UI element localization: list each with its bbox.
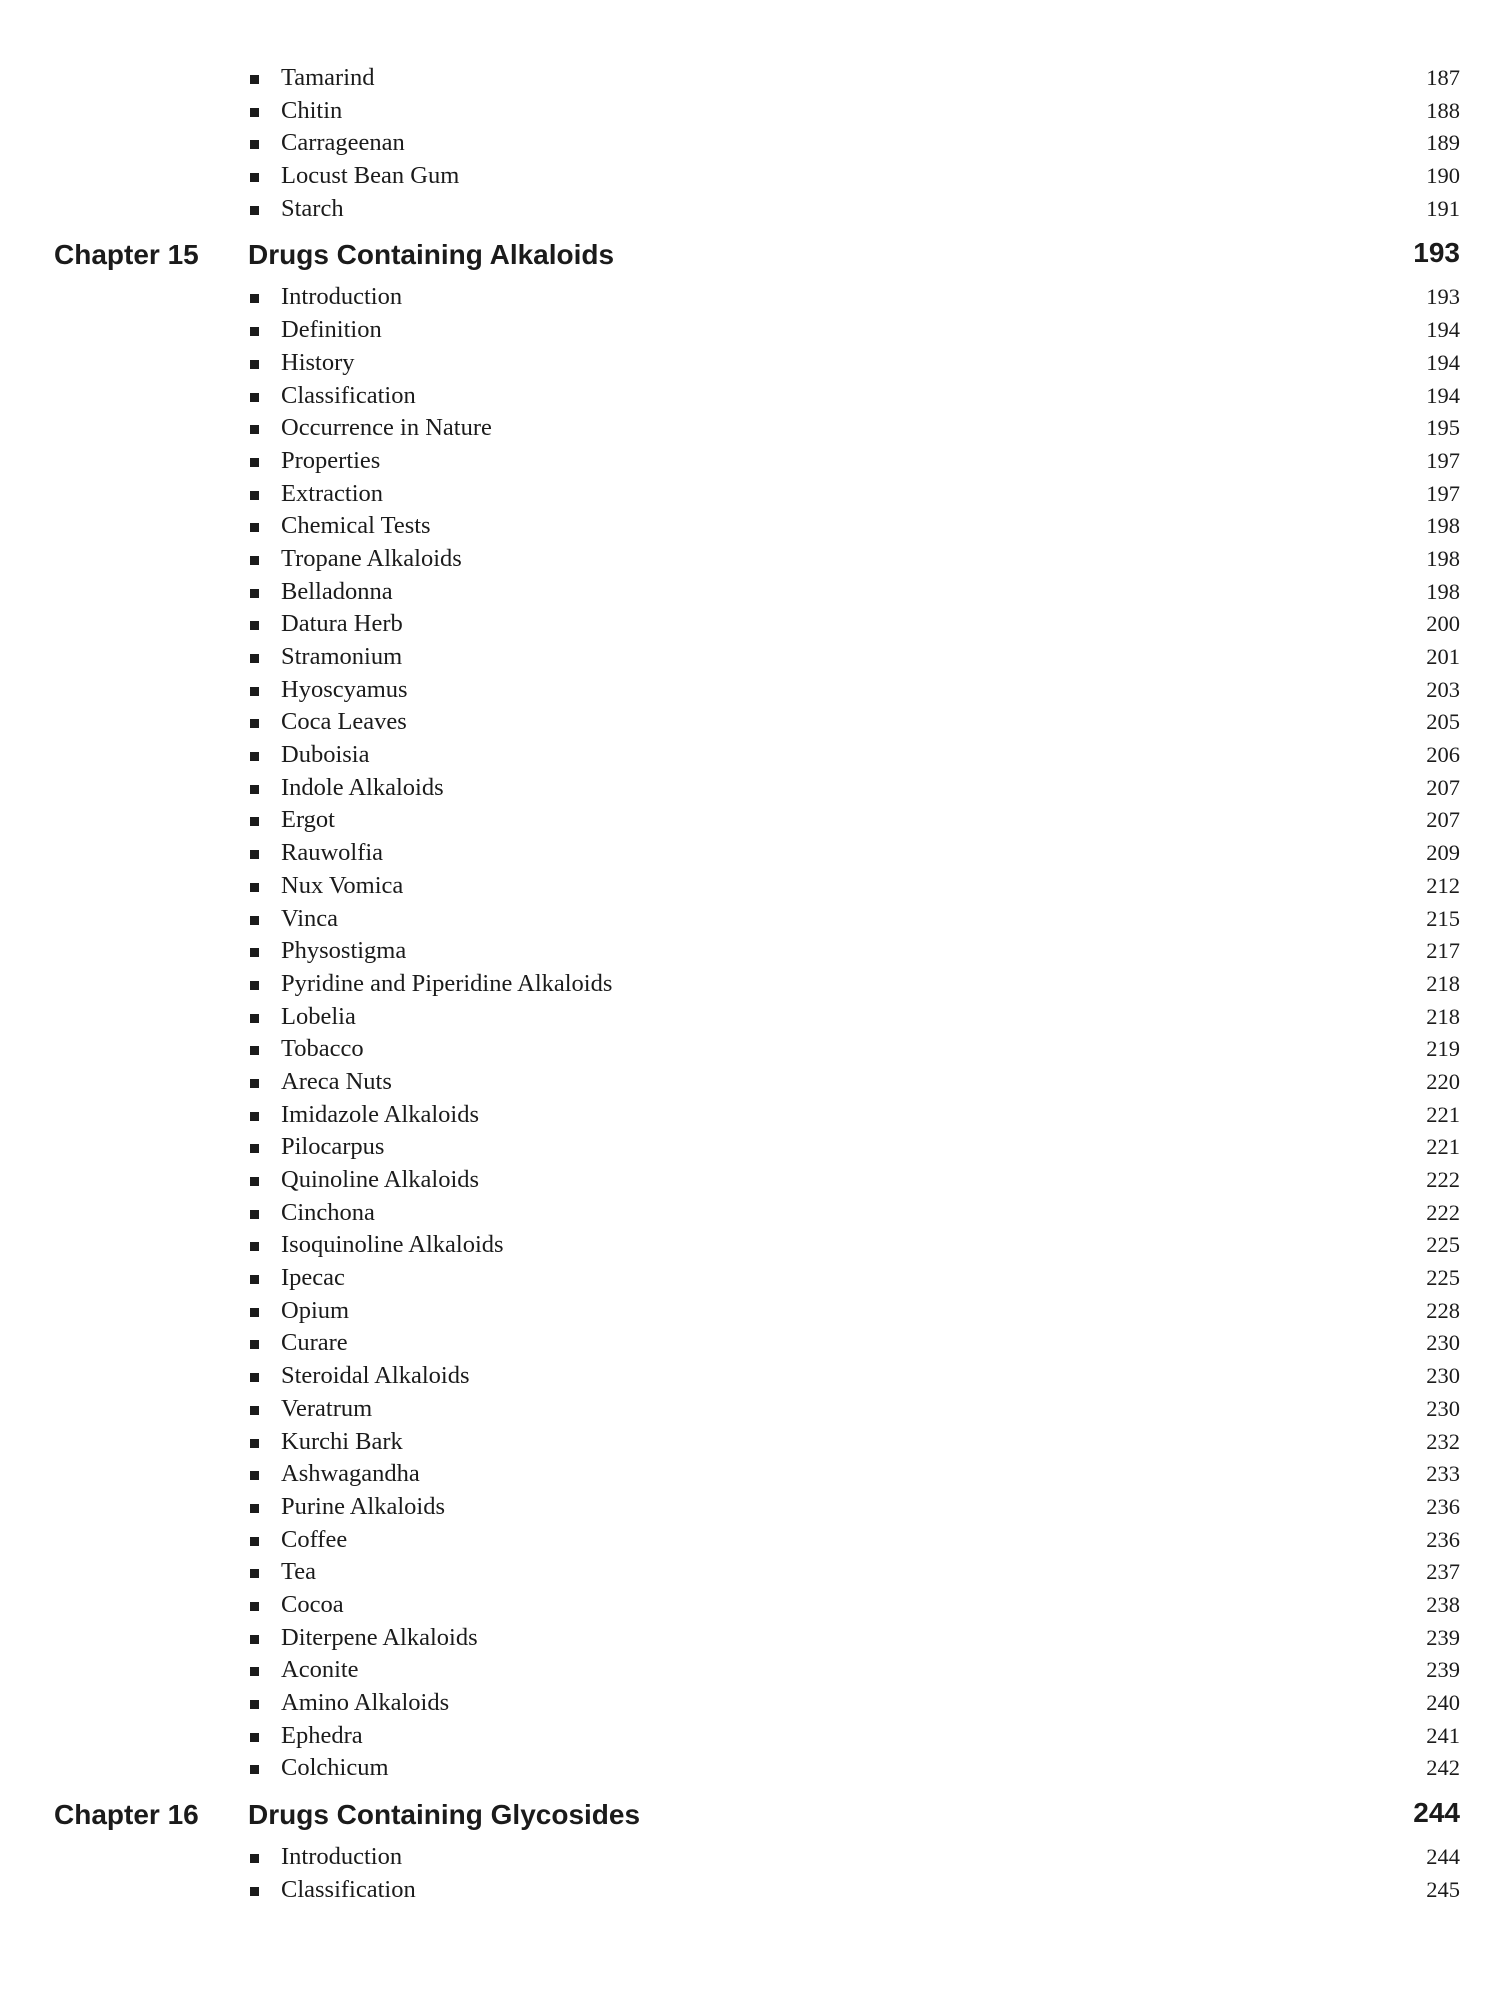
toc-entry xyxy=(0,1164,1500,1197)
entry-page-number: 242 xyxy=(1426,1755,1460,1781)
entry-page-number: 244 xyxy=(1426,1844,1460,1870)
toc-entry xyxy=(0,1327,1500,1360)
entry-page-number: 222 xyxy=(1426,1167,1460,1192)
entry-page-number: 197 xyxy=(1426,447,1460,473)
entry-page-number: 190 xyxy=(1426,163,1460,189)
square-bullet-icon xyxy=(250,752,259,761)
toc-entry xyxy=(0,1131,1500,1164)
entry-page-number: 232 xyxy=(1426,1428,1460,1454)
entry-page-number: 245 xyxy=(1426,1876,1460,1902)
entry-title: Ashwagandha xyxy=(281,1460,420,1488)
entry-title: Coca Leaves xyxy=(281,708,407,736)
entry-title: Classification xyxy=(281,1875,416,1903)
square-bullet-icon xyxy=(250,850,259,859)
toc-entry xyxy=(0,1295,1500,1328)
entry-page-number: 218 xyxy=(1426,970,1460,996)
square-bullet-icon xyxy=(250,1046,259,1055)
entry-page-number: 203 xyxy=(1426,676,1460,702)
entry-title: Imidazole Alkaloids xyxy=(281,1100,479,1128)
entry-page-number: 209 xyxy=(1426,840,1460,866)
square-bullet-icon xyxy=(250,206,259,215)
entry-title: Rauwolfia xyxy=(281,839,384,867)
square-bullet-icon xyxy=(250,1667,259,1676)
entry-title: Extraction xyxy=(281,479,384,507)
entry-title: Stramonium xyxy=(281,643,403,670)
chapter-page-number: 193 xyxy=(1413,237,1460,269)
entry-page-number: 217 xyxy=(1426,938,1460,964)
square-bullet-icon xyxy=(250,1439,259,1448)
entry-page-number: 237 xyxy=(1426,1559,1460,1585)
toc-entry xyxy=(0,1001,1500,1034)
entry-page-number: 230 xyxy=(1426,1330,1460,1356)
entry-page-number: 194 xyxy=(1426,317,1460,343)
square-bullet-icon xyxy=(250,1887,259,1896)
square-bullet-icon xyxy=(250,1242,259,1251)
square-bullet-icon xyxy=(250,1210,259,1219)
entry-page-number: 197 xyxy=(1426,480,1460,506)
entry-title: Carrageenan xyxy=(281,129,405,157)
square-bullet-icon xyxy=(250,1014,259,1023)
entry-page-number: 240 xyxy=(1426,1690,1460,1715)
toc-entry xyxy=(0,62,1500,95)
toc-entry xyxy=(0,1524,1500,1557)
square-bullet-icon xyxy=(250,1700,259,1709)
square-bullet-icon xyxy=(250,1504,259,1513)
toc-entry xyxy=(0,1360,1500,1393)
entry-title: Steroidal Alkaloids xyxy=(281,1362,470,1390)
entry-title: Datura Herb xyxy=(281,610,403,638)
square-bullet-icon xyxy=(250,327,259,336)
toc-entry xyxy=(0,1654,1500,1687)
toc-entry xyxy=(0,95,1500,128)
toc-entry xyxy=(0,674,1500,707)
square-bullet-icon xyxy=(250,108,259,117)
entry-title: Tropane Alkaloids xyxy=(281,544,462,572)
square-bullet-icon xyxy=(250,556,259,565)
entry-title: Tea xyxy=(281,1558,317,1586)
toc-entry xyxy=(0,576,1500,609)
square-bullet-icon xyxy=(250,621,259,630)
square-bullet-icon xyxy=(250,1406,259,1415)
toc-entry xyxy=(0,160,1500,193)
entry-page-number: 188 xyxy=(1426,97,1460,123)
entry-title: Nux Vomica xyxy=(281,871,404,899)
chapter-label: Chapter 15 xyxy=(54,239,199,271)
entry-page-number: 215 xyxy=(1426,905,1460,931)
square-bullet-icon xyxy=(250,1471,259,1480)
entry-title: Ephedra xyxy=(281,1721,363,1749)
toc-entry xyxy=(0,1720,1500,1753)
entry-page-number: 230 xyxy=(1426,1363,1460,1389)
entry-title: Chitin xyxy=(281,96,343,124)
square-bullet-icon xyxy=(250,1308,259,1317)
square-bullet-icon xyxy=(250,1854,259,1863)
entry-title: Introduction xyxy=(281,283,403,311)
toc-entry xyxy=(0,1491,1500,1524)
square-bullet-icon xyxy=(250,140,259,149)
square-bullet-icon xyxy=(250,1765,259,1774)
entry-title: Ipecac xyxy=(281,1264,345,1292)
toc-entry xyxy=(0,1841,1500,1874)
toc-entry xyxy=(0,281,1500,314)
entry-page-number: 194 xyxy=(1426,382,1460,408)
entry-title: Vinca xyxy=(281,904,339,932)
square-bullet-icon xyxy=(250,1079,259,1088)
entry-page-number: 219 xyxy=(1426,1036,1460,1062)
square-bullet-icon xyxy=(250,491,259,500)
square-bullet-icon xyxy=(250,1602,259,1611)
entry-title: Locust Bean Gum xyxy=(281,162,460,190)
entry-title: Isoquinoline Alkaloids xyxy=(281,1231,504,1259)
entry-page-number: 225 xyxy=(1426,1265,1460,1291)
toc-entry xyxy=(0,445,1500,478)
entry-page-number: 236 xyxy=(1426,1526,1460,1552)
chapter-title: Drugs Containing Alkaloids xyxy=(248,239,615,271)
entry-page-number: 241 xyxy=(1426,1722,1460,1748)
toc-entry xyxy=(0,641,1500,674)
entry-title: Veratrum xyxy=(281,1394,373,1422)
square-bullet-icon xyxy=(250,1177,259,1186)
entry-title: Curare xyxy=(281,1329,348,1357)
toc-entry xyxy=(0,1556,1500,1589)
square-bullet-icon xyxy=(250,1112,259,1121)
toc-entry xyxy=(0,1752,1500,1785)
entry-page-number: 201 xyxy=(1426,644,1460,669)
toc-entry xyxy=(0,968,1500,1001)
entry-title: History xyxy=(281,348,355,376)
entry-page-number: 239 xyxy=(1426,1624,1460,1650)
table-of-contents xyxy=(0,62,1500,1906)
toc-entry xyxy=(0,804,1500,837)
toc-entry xyxy=(0,870,1500,903)
toc-entry xyxy=(0,1622,1500,1655)
entry-title: Tamarind xyxy=(281,64,375,91)
chapter-label: Chapter 16 xyxy=(54,1799,199,1831)
square-bullet-icon xyxy=(250,1537,259,1546)
entry-page-number: 187 xyxy=(1426,65,1460,90)
square-bullet-icon xyxy=(250,393,259,402)
toc-entry xyxy=(0,314,1500,347)
entry-title: Cocoa xyxy=(281,1590,344,1618)
square-bullet-icon xyxy=(250,173,259,182)
toc-entry xyxy=(0,1874,1500,1907)
toc-entry xyxy=(0,543,1500,576)
square-bullet-icon xyxy=(250,687,259,696)
entry-title: Kurchi Bark xyxy=(281,1427,403,1455)
toc-entry xyxy=(0,1099,1500,1132)
entry-page-number: 221 xyxy=(1426,1101,1460,1127)
entry-page-number: 207 xyxy=(1426,807,1460,833)
entry-title: Diterpene Alkaloids xyxy=(281,1623,478,1651)
square-bullet-icon xyxy=(250,654,259,663)
entry-title: Hyoscyamus xyxy=(281,675,408,703)
entry-title: Introduction xyxy=(281,1843,403,1871)
entry-title: Ergot xyxy=(281,806,335,834)
square-bullet-icon xyxy=(250,425,259,434)
toc-entry xyxy=(0,1229,1500,1262)
toc-entry xyxy=(0,608,1500,641)
toc-entry xyxy=(0,1458,1500,1491)
entry-title: Properties xyxy=(281,446,381,474)
toc-entry xyxy=(0,347,1500,380)
entry-page-number: 205 xyxy=(1426,709,1460,735)
square-bullet-icon xyxy=(250,589,259,598)
entry-title: Occurrence in Nature xyxy=(281,414,492,442)
square-bullet-icon xyxy=(250,719,259,728)
square-bullet-icon xyxy=(250,948,259,957)
toc-entry xyxy=(0,412,1500,445)
toc-entry xyxy=(0,1426,1500,1459)
entry-title: Classification xyxy=(281,381,416,409)
entry-title: Tobacco xyxy=(281,1035,364,1063)
square-bullet-icon xyxy=(250,75,259,84)
toc-entry xyxy=(0,1066,1500,1099)
square-bullet-icon xyxy=(250,1373,259,1382)
entry-page-number: 193 xyxy=(1426,284,1460,310)
square-bullet-icon xyxy=(250,1340,259,1349)
toc-entry xyxy=(0,1393,1500,1426)
square-bullet-icon xyxy=(250,1144,259,1153)
toc-entry xyxy=(0,510,1500,543)
entry-title: Pyridine and Piperidine Alkaloids xyxy=(281,969,613,997)
entry-page-number: 238 xyxy=(1426,1591,1460,1617)
toc-entry xyxy=(0,1033,1500,1066)
entry-title: Pilocarpus xyxy=(281,1133,385,1161)
toc-entry xyxy=(0,478,1500,511)
toc-entry xyxy=(0,1687,1500,1720)
square-bullet-icon xyxy=(250,1635,259,1644)
entry-page-number: 221 xyxy=(1426,1134,1460,1160)
entry-page-number: 220 xyxy=(1426,1068,1460,1094)
entry-title: Purine Alkaloids xyxy=(281,1492,446,1520)
entry-page-number: 195 xyxy=(1426,415,1460,441)
toc-entry xyxy=(0,1197,1500,1230)
entry-title: Lobelia xyxy=(281,1002,356,1030)
square-bullet-icon xyxy=(250,458,259,467)
entry-title: Coffee xyxy=(281,1525,348,1553)
square-bullet-icon xyxy=(250,1275,259,1284)
entry-page-number: 191 xyxy=(1426,195,1460,221)
square-bullet-icon xyxy=(250,916,259,925)
entry-page-number: 194 xyxy=(1426,349,1460,375)
entry-page-number: 200 xyxy=(1426,611,1460,637)
chapter-heading xyxy=(0,1793,1500,1841)
entry-title: Aconite xyxy=(281,1656,359,1684)
toc-entry xyxy=(0,935,1500,968)
entry-title: Chemical Tests xyxy=(281,512,431,540)
square-bullet-icon xyxy=(250,883,259,892)
entry-page-number: 206 xyxy=(1426,742,1460,768)
toc-entry xyxy=(0,380,1500,413)
entry-page-number: 239 xyxy=(1426,1657,1460,1683)
square-bullet-icon xyxy=(250,817,259,826)
toc-entry xyxy=(0,739,1500,772)
entry-title: Definition xyxy=(281,316,382,344)
entry-page-number: 198 xyxy=(1426,545,1460,571)
entry-title: Starch xyxy=(281,194,344,222)
square-bullet-icon xyxy=(250,523,259,532)
toc-entry xyxy=(0,706,1500,739)
square-bullet-icon xyxy=(250,1733,259,1742)
square-bullet-icon xyxy=(250,1569,259,1578)
entry-page-number: 207 xyxy=(1426,774,1460,800)
entry-title: Indole Alkaloids xyxy=(281,773,444,801)
square-bullet-icon xyxy=(250,981,259,990)
chapter-page-number: 244 xyxy=(1413,1797,1460,1829)
entry-page-number: 233 xyxy=(1426,1461,1460,1487)
entry-title: Duboisia xyxy=(281,741,370,769)
entry-page-number: 225 xyxy=(1426,1232,1460,1258)
entry-title: Colchicum xyxy=(281,1754,389,1782)
entry-title: Belladonna xyxy=(281,577,393,605)
entry-title: Cinchona xyxy=(281,1198,375,1226)
entry-page-number: 198 xyxy=(1426,578,1460,604)
entry-title: Amino Alkaloids xyxy=(281,1689,450,1716)
chapter-title: Drugs Containing Glycosides xyxy=(248,1799,641,1831)
entry-page-number: 222 xyxy=(1426,1199,1460,1225)
square-bullet-icon xyxy=(250,294,259,303)
square-bullet-icon xyxy=(250,785,259,794)
chapter-heading xyxy=(0,233,1500,281)
toc-entry xyxy=(0,1262,1500,1295)
square-bullet-icon xyxy=(250,360,259,369)
entry-title: Areca Nuts xyxy=(281,1067,392,1095)
entry-page-number: 212 xyxy=(1426,872,1460,898)
toc-entry xyxy=(0,772,1500,805)
entry-title: Quinoline Alkaloids xyxy=(281,1166,480,1193)
entry-page-number: 236 xyxy=(1426,1493,1460,1519)
toc-entry xyxy=(0,127,1500,160)
entry-title: Opium xyxy=(281,1296,350,1324)
entry-page-number: 228 xyxy=(1426,1297,1460,1323)
toc-entry xyxy=(0,903,1500,936)
toc-entry xyxy=(0,1589,1500,1622)
toc-entry xyxy=(0,193,1500,226)
entry-page-number: 198 xyxy=(1426,513,1460,539)
entry-page-number: 189 xyxy=(1426,130,1460,156)
entry-title: Physostigma xyxy=(281,937,407,965)
toc-entry xyxy=(0,837,1500,870)
entry-page-number: 218 xyxy=(1426,1003,1460,1029)
entry-page-number: 230 xyxy=(1426,1395,1460,1421)
